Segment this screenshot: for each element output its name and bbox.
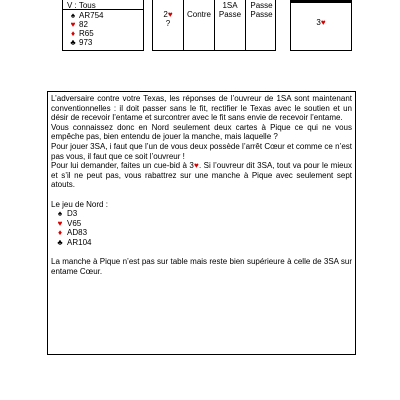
comment-paragraph: Pour jouer 3SA, i faut que l’un de vous deux possède l’arrêt Cœur et comme ce n’est pas vous, il faut que ce soit l’ouvreur ! bbox=[51, 141, 352, 161]
hand-row-clubs bbox=[67, 38, 92, 48]
hand-cards: AD83 bbox=[67, 228, 88, 238]
north-hand-clubs bbox=[51, 238, 352, 248]
heart-icon: ♥ bbox=[167, 10, 173, 19]
hand-cards: 973 bbox=[79, 38, 93, 47]
heart-icon: ♥ bbox=[193, 161, 199, 171]
club-icon: ♣ bbox=[70, 38, 76, 47]
diamond-icon: ♦ bbox=[57, 228, 63, 238]
heart-icon: ♥ bbox=[57, 218, 63, 228]
diamond-icon: ♦ bbox=[70, 29, 76, 38]
hand-cards: D3 bbox=[67, 209, 78, 219]
spacer bbox=[51, 248, 352, 258]
comment-paragraph: Vous connaissez donc en Nord seulement deux cartes à Pique ce qui ne vous empêche pas, bien entendu de jouer la manche, mais laquelle ? bbox=[51, 122, 352, 142]
contract-level: 3 bbox=[316, 18, 321, 27]
bidding-column-1 bbox=[153, 0, 184, 50]
heart-icon: ♥ bbox=[320, 18, 326, 27]
bidding-column-2 bbox=[184, 0, 215, 50]
text-span: . Si l’ouvreur dit 3SA, tout va pour le mieux et s’il ne peut pas, vous rabattrez sur une manche à Pique avec seulement sept atouts. bbox=[51, 161, 353, 190]
north-hand-hearts bbox=[51, 219, 352, 229]
bid-cell: Contre bbox=[186, 10, 211, 19]
north-hand-title: Le jeu de Nord : bbox=[51, 199, 108, 209]
top-bar bbox=[290, 0, 352, 3]
bid-cell: Passe bbox=[250, 10, 273, 19]
hand-cards: AR754 bbox=[79, 11, 104, 20]
vulnerability-label: V : Tous bbox=[67, 1, 96, 10]
bid-cell: 1SA bbox=[222, 1, 238, 10]
bid-cell: ? bbox=[165, 19, 171, 28]
contract-box bbox=[290, 0, 352, 51]
heart-icon: ♥ bbox=[70, 20, 76, 29]
hand-cards: 82 bbox=[79, 20, 88, 29]
hand-cards: AR104 bbox=[67, 237, 92, 247]
comment-box bbox=[47, 91, 356, 355]
spade-icon: ♠ bbox=[57, 209, 63, 219]
comment-paragraph: L’adversaire contre votre Texas, les réponses de l’ouvreur de 1SA sont maintenant conventionnelles : il doit passer sans le fit, rectifier le Texas avec le soutien et un désir de recevoir l’entame et surcontrer avec le fit sans envie de recevoir l’entame. bbox=[51, 94, 352, 123]
comment-paragraph: La manche à Pique n’est pas sur table mais reste bien supérieure à celle de 3SA sur entame Cœur. bbox=[51, 257, 352, 276]
hand-cards: V65 bbox=[67, 218, 82, 228]
north-hand-diamonds bbox=[51, 228, 352, 238]
club-icon: ♣ bbox=[57, 237, 63, 247]
bidding-column-3 bbox=[215, 0, 246, 50]
bid-text: 2 bbox=[163, 10, 168, 19]
comment-paragraph bbox=[51, 161, 352, 190]
hand-box bbox=[62, 0, 144, 51]
bid-cell bbox=[153, 0, 183, 19]
divider bbox=[63, 9, 143, 10]
bidding-column-4 bbox=[246, 0, 277, 50]
spacer bbox=[51, 190, 352, 200]
bid-cell: Passe bbox=[250, 1, 273, 10]
text-span: Pour lui demander, faites un cue-bid à 3 bbox=[51, 161, 194, 171]
north-hand-spades bbox=[51, 209, 352, 219]
bidding-table bbox=[152, 0, 276, 51]
hand-cards: R65 bbox=[79, 29, 94, 38]
spade-icon: ♠ bbox=[70, 11, 76, 20]
contract-bid bbox=[291, 18, 351, 27]
bid-cell: Passe bbox=[218, 10, 242, 19]
